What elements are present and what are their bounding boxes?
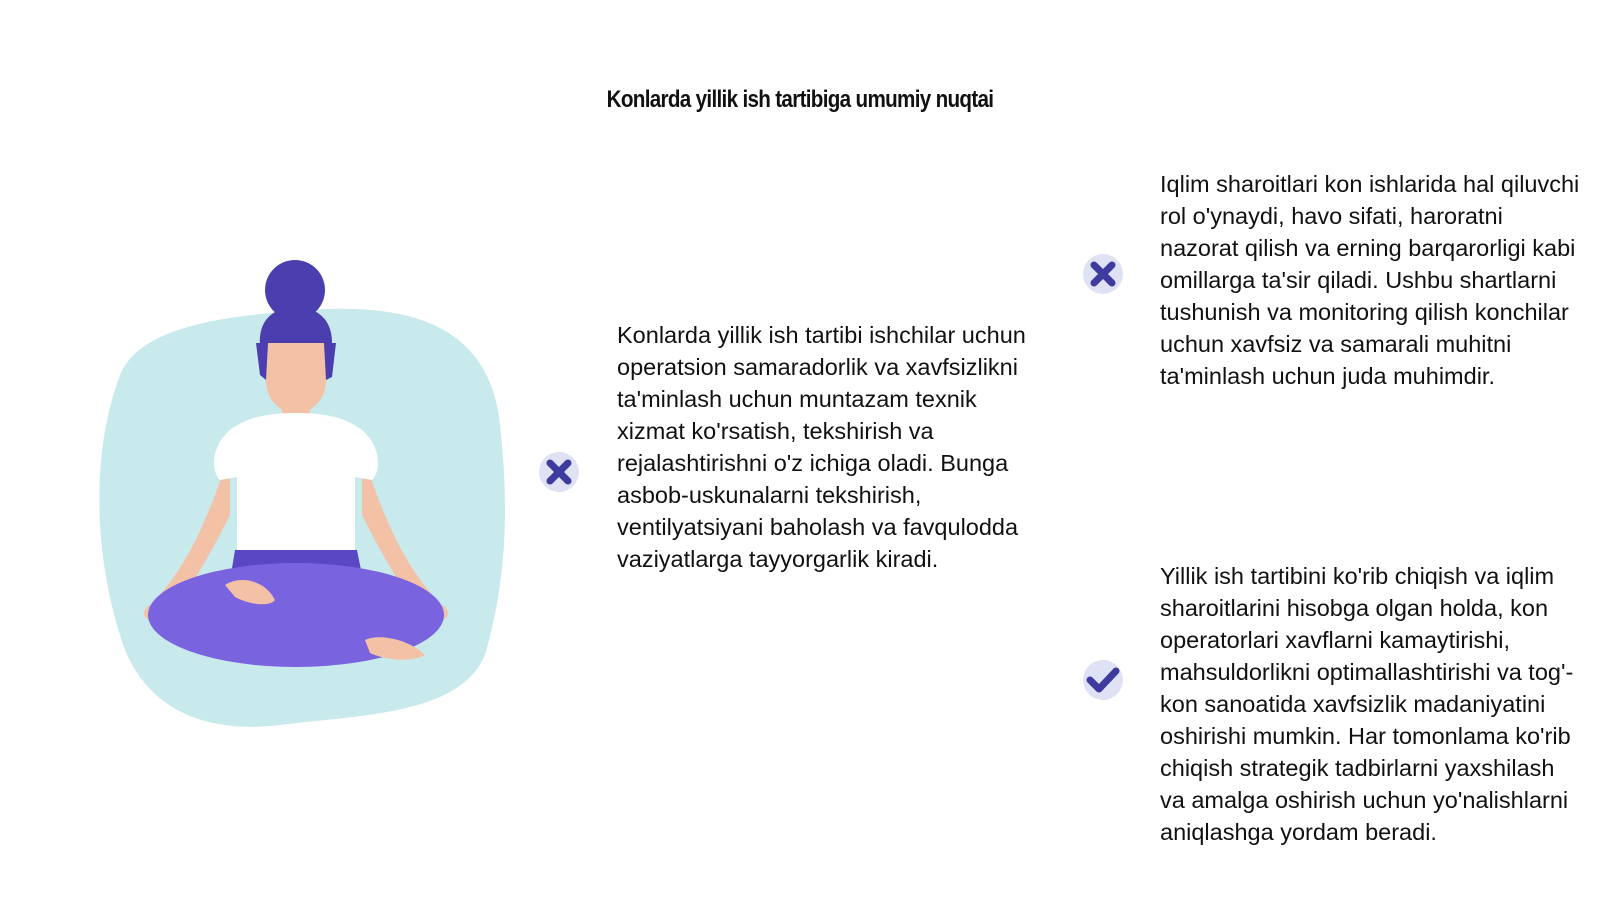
shirt	[214, 413, 378, 555]
check-icon	[1078, 655, 1128, 705]
face	[266, 343, 326, 413]
text-block-review: Yillik ish tartibini ko'rib chiqish va iqlim sharoitlarini hisobga olgan holda, kon operatorlari xavflarni kamaytirishi, mahsuldorlikni optimallashtirishi va tog'-kon sanoatida xavfsizlik madaniyatini oshirishi mumkin. Har tomonlama ko'rib chiqish strategik tadbirlarni yaxshilash va amalga oshirish uchun yo'nalishlarni aniqlashga yordam beradi.	[1160, 563, 1574, 845]
text-block-routine: Konlarda yillik ish tartibi ishchilar uchun operatsion samaradorlik va xavfsizlikni ta'minlash uchun muntazam texnik xizmat ko'rsatish, tekshirish va rejalashtirishni o'z ichiga oladi. Bunga asbob-uskunalarni tekshirish, ventilyatsiyani baholash va favqulodda vaziyatlarga tayyorgarlik kiradi.	[617, 322, 1026, 572]
cross-icon	[1078, 249, 1128, 299]
meditation-illustration	[80, 255, 530, 745]
cross-icon	[534, 447, 584, 497]
slide-title: Konlarda yillik ish tartibiga umumiy nuqtai	[606, 86, 994, 113]
text-block-climate: Iqlim sharoitlari kon ishlarida hal qiluvchi rol o'ynaydi, havo sifati, haroratni nazorat qilish va erning barqarorligi kabi omillarga ta'sir qiladi. Ushbu shartlarni tushunish va monitoring qilish konchilar uchun xavfsiz va samarali muhitni ta'minlash uchun juda muhimdir.	[1160, 171, 1580, 389]
